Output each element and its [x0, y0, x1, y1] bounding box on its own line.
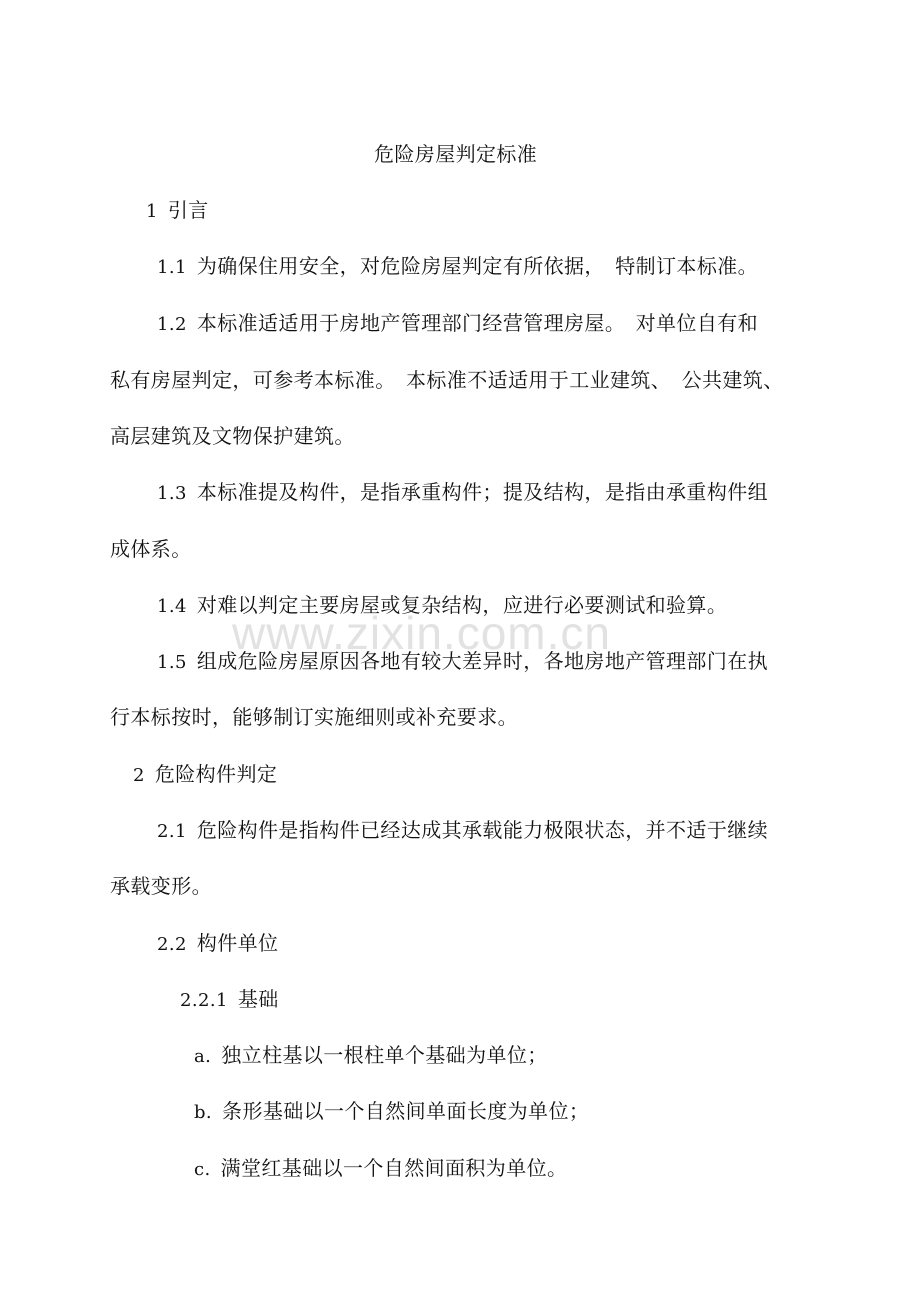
paragraph-line — [110, 535, 192, 563]
clause-text: 高层建筑及文物保护建筑。 — [110, 424, 355, 448]
list-text: 独立柱基以一根柱单个基础为单位； — [221, 1043, 548, 1067]
paragraph-line — [110, 872, 212, 900]
list-item — [194, 1041, 548, 1071]
paragraph-line — [157, 478, 768, 508]
subsection-heading — [157, 929, 278, 959]
list-item — [194, 1097, 589, 1127]
paragraph-line — [157, 252, 758, 282]
clause-number: 2.1 — [157, 821, 187, 842]
clause-text: 组成危险房屋原因各地有较大差异时，各地房地产管理部门在执 — [196, 649, 769, 673]
clause-text: 承载变形。 — [110, 874, 212, 898]
list-text: 条形基础以一个自然间单面长度为单位； — [222, 1099, 590, 1123]
clause-text: 对难以判定主要房屋或复杂结构，应进行必要测试和验算。 — [196, 593, 728, 617]
paragraph-line — [157, 591, 727, 621]
paragraph-line — [157, 816, 768, 846]
clause-text: 私有房屋判定，可参考本标准。 本标准不适适用于工业建筑、 公共建筑、 — [110, 368, 784, 392]
subsection-heading — [180, 985, 279, 1015]
clause-text: 行本标按时，能够制订实施细则或补充要求。 — [110, 705, 518, 729]
clause-text: 为确保住用安全，对危险房屋判定有所依据， 特制订本标准。 — [196, 254, 759, 278]
clause-number: 1.2 — [157, 314, 187, 335]
document-title: 危险房屋判定标准 — [374, 142, 538, 166]
clause-text: 危险构件判定 — [154, 762, 278, 786]
list-marker: b. — [194, 1102, 213, 1123]
clause-text: 危险构件是指构件已经达成其承载能力极限状态，并不适于继续 — [196, 818, 769, 842]
clause-text: 成体系。 — [110, 537, 192, 561]
paragraph-line — [110, 703, 518, 731]
section-heading — [133, 760, 277, 790]
list-text: 满堂红基础以一个自然间面积为单位。 — [220, 1156, 568, 1180]
paragraph-line — [157, 647, 768, 677]
paragraph-line — [157, 309, 758, 339]
clause-text: 引言 — [167, 198, 209, 222]
list-marker: c. — [194, 1159, 211, 1180]
clause-text: 本标准适适用于房地产管理部门经营管理房屋。 对单位自有和 — [196, 311, 759, 335]
clause-text: 基础 — [237, 987, 279, 1011]
clause-number: 1.3 — [157, 483, 187, 504]
clause-number: 2 — [133, 765, 145, 786]
clause-text: 本标准提及构件，是指承重构件；提及结构，是指由承重构件组 — [196, 480, 769, 504]
clause-number: 1 — [146, 201, 158, 222]
clause-number: 2.2.1 — [180, 990, 228, 1011]
watermark: www.zixin.com.cn — [232, 607, 611, 659]
paragraph-line — [110, 422, 355, 450]
clause-number: 2.2 — [157, 934, 187, 955]
section-heading — [146, 196, 209, 226]
clause-text: 构件单位 — [196, 931, 279, 955]
list-item — [194, 1154, 567, 1184]
clause-number: 1.1 — [157, 257, 187, 278]
list-marker: a. — [194, 1046, 212, 1067]
paragraph-line — [110, 366, 784, 394]
clause-number: 1.4 — [157, 596, 187, 617]
clause-number: 1.5 — [157, 652, 187, 673]
